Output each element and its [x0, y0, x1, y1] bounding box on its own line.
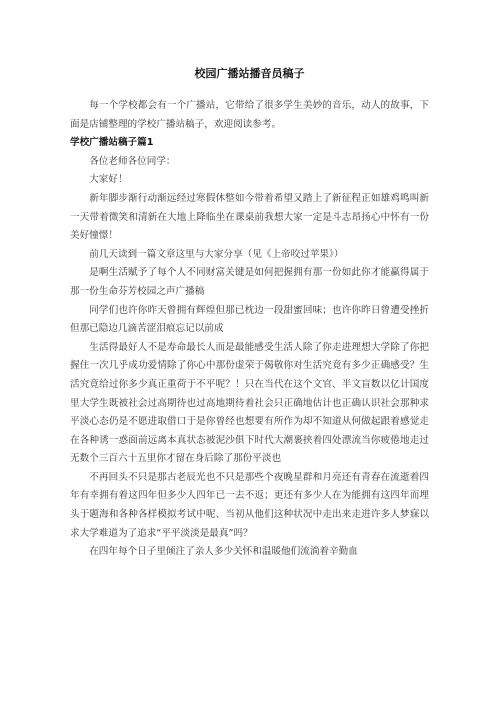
document-title: 校园广播站播音员稿子 — [194, 67, 305, 80]
body-paragraph: 前几天读到一篇文章这里与大家分享（见《上帝咬过苹果》） — [89, 248, 344, 260]
body-paragraph: 是啊生活赋予了每个人不同财富关键是如何把握拥有那一份如此你才能赢得属于那一份生命芬芳校园之声广播稿 — [70, 267, 429, 297]
body-paragraph: 各位老师各位同学： — [89, 155, 176, 167]
intro-paragraph: 每一个学校都会有一个广播站，它带给了很多学生美妙的音乐，动人的故事，下面是店铺整理的学校广播站稿子，欢迎阅读参考。 — [70, 100, 429, 130]
body-paragraph: 大家好！ — [89, 174, 128, 186]
body-paragraph: 不再回头不只是那古老辰光也不只是那些个夜晚星群和月亮还有青春在流逝着四年有幸拥有着这四年但多少人四年已一去不返；更还有多少人在为能拥有这四年而埋头于题海和各种各样模拟考试中呢、当初从他们这种状况中走出来走进许多人梦寐以求大学难道为了追求“平平淡淡是最真”吗？ — [70, 471, 429, 539]
body-paragraph: 在四年每个日子里倾注了亲人多少关怀和温暖他们流淌着辛勤血 — [89, 546, 358, 558]
body-paragraph: 生活得最好人不是寿命最长人而是最能感受生活人除了你走进理想大学除了你把握住一次几乎成功爱情除了你心中那份虚荣于偈敬你对生活究竟有多少正确感受？生活究竟给过你多少真正重荷于不平呢？！只在当代在这个文官、半文盲数以亿计国度里大学生既被社会过高期待也过高地期待着社会只正确地估计也正确认识社会那种求平淡心态仍是不愿进取借口于是你曾经也想要有所作为却不知道从何做起跟着感觉走在各种诱一惑面前远离本真状态被泥沙俱下时代大潮裹挟着四处漂流当你疲倦地走过无数个三百六十五里你才留在身后除了那份平淡也 — [70, 341, 429, 465]
body-paragraph: 同学们也许你昨天曾拥有辉煌但那已枕边一段甜蜜回味；也许你昨日曾遭受挫折但那已隐边几滴苦涩泪痕忘记以前成 — [70, 304, 429, 335]
section-heading: 学校广播站稿子篇1 — [70, 137, 154, 149]
body-paragraph: 新年脚步渐行动渐远经过寒假休整如今带着希望又踏上了新征程正如雄鸡鸣叫新一天带着微笑和清新在大地上降临坐在课桌前我想大家一定是斗志昂扬心中怀有一份美好憧憬！ — [70, 192, 429, 242]
